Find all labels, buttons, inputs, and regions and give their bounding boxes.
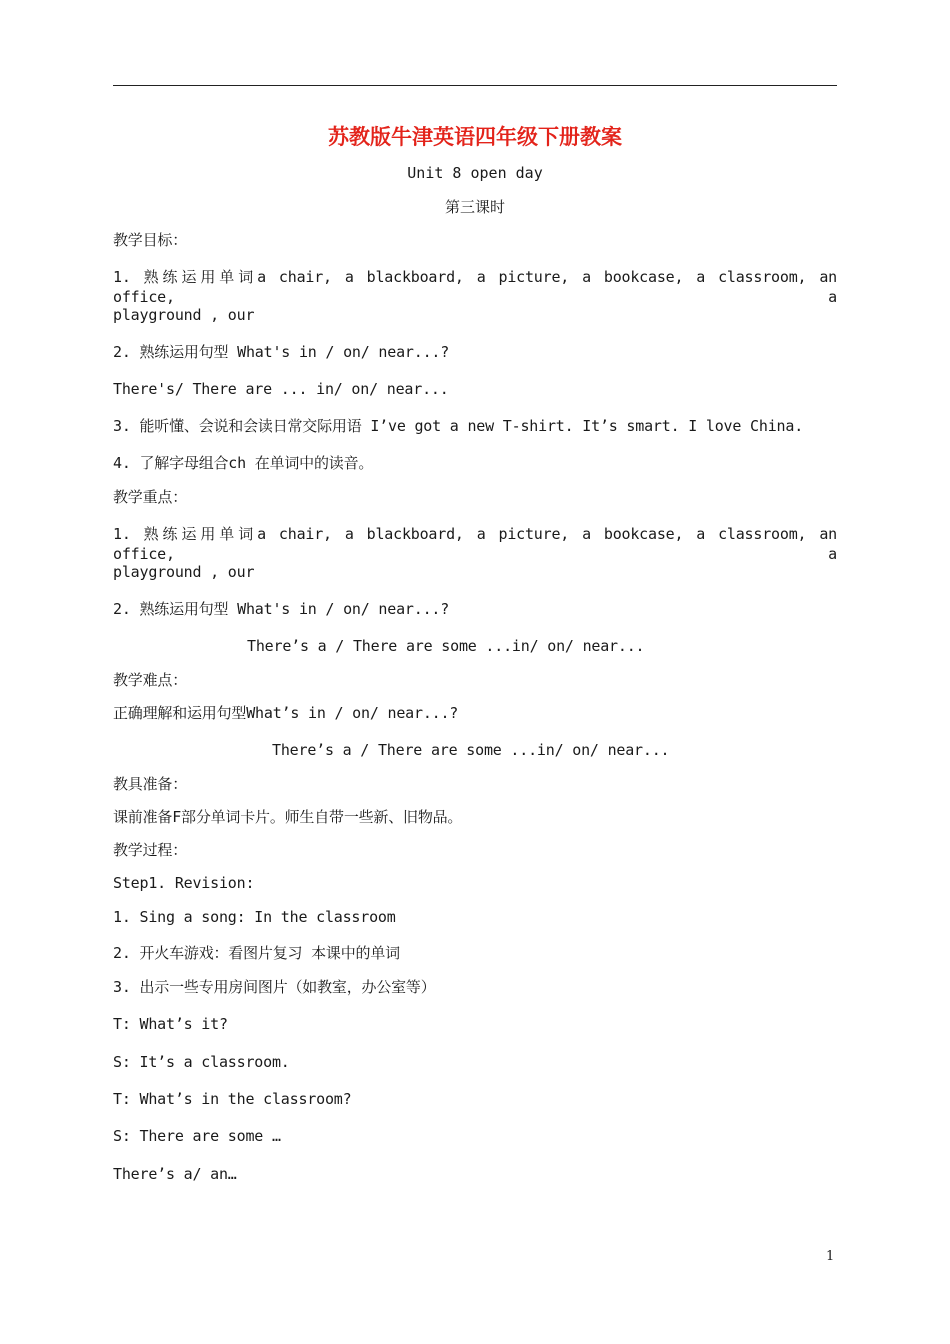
- dialog-line-4: S: There are some …: [113, 1127, 281, 1145]
- process-heading: 教学过程：: [113, 841, 188, 859]
- difficulties-heading: 教学难点：: [113, 671, 188, 689]
- dialog-line-3: T: What’s in the classroom?: [113, 1090, 352, 1108]
- dialog-line-1: T: What’s it?: [113, 1015, 228, 1033]
- unit-subtitle: Unit 8 open day: [407, 164, 543, 182]
- objective-2-line-2: There's/ There are ... in/ on/ near...: [113, 380, 449, 398]
- key-point-2-line-2: There’s a / There are some ...in/ on/ near...: [247, 637, 645, 655]
- dialog-line-2: S: It’s a classroom.: [113, 1053, 290, 1071]
- objective-2-line-1: 2. 熟练运用句型 What's in / on/ near...?: [113, 343, 450, 361]
- lesson-label: 第三课时: [444, 198, 505, 216]
- preparation-heading: 教具准备：: [113, 775, 188, 793]
- difficulty-line-1: 正确理解和运用句型What’s in / on/ near...?: [113, 704, 459, 722]
- header-rule: [113, 85, 837, 86]
- difficulty-line-2: There’s a / There are some ...in/ on/ near...: [272, 741, 670, 759]
- objective-1-line-1: 1. 熟练运用单词a chair, a blackboard, a picture, a bookcase, a classroom, an office, a: [113, 268, 837, 306]
- objective-3: 3. 能听懂、会说和会读日常交际用语 I’ve got a new T-shirt. It’s smart. I love China.: [113, 417, 804, 435]
- key-points-heading: 教学重点：: [113, 488, 188, 506]
- preparation-text: 课前准备F部分单词卡片。师生自带一些新、旧物品。: [113, 808, 463, 826]
- process-item-1: 1. Sing a song: In the classroom: [113, 908, 396, 926]
- key-point-2-line-1: 2. 熟练运用句型 What's in / on/ near...?: [113, 600, 450, 618]
- objective-4: 4. 了解字母组合ch 在单词中的读音。: [113, 454, 374, 472]
- step1-label: Step1. Revision:: [113, 874, 255, 892]
- key-point-1-line-1: 1. 熟练运用单词a chair, a blackboard, a picture, a bookcase, a classroom, an office, a: [113, 525, 837, 563]
- key-point-1-line-2: playground , our: [113, 563, 255, 581]
- dialog-line-5: There’s a/ an…: [113, 1165, 237, 1183]
- objective-1-line-2: playground , our: [113, 306, 255, 324]
- process-item-3: 3. 出示一些专用房间图片（如教室，办公室等）: [113, 978, 436, 996]
- page-number: 1: [826, 1249, 835, 1264]
- process-item-2: 2. 开火车游戏：看图片复习 本课中的单词: [113, 944, 400, 962]
- document-title: 苏教版牛津英语四年级下册教案: [328, 125, 622, 149]
- objectives-heading: 教学目标：: [113, 231, 188, 249]
